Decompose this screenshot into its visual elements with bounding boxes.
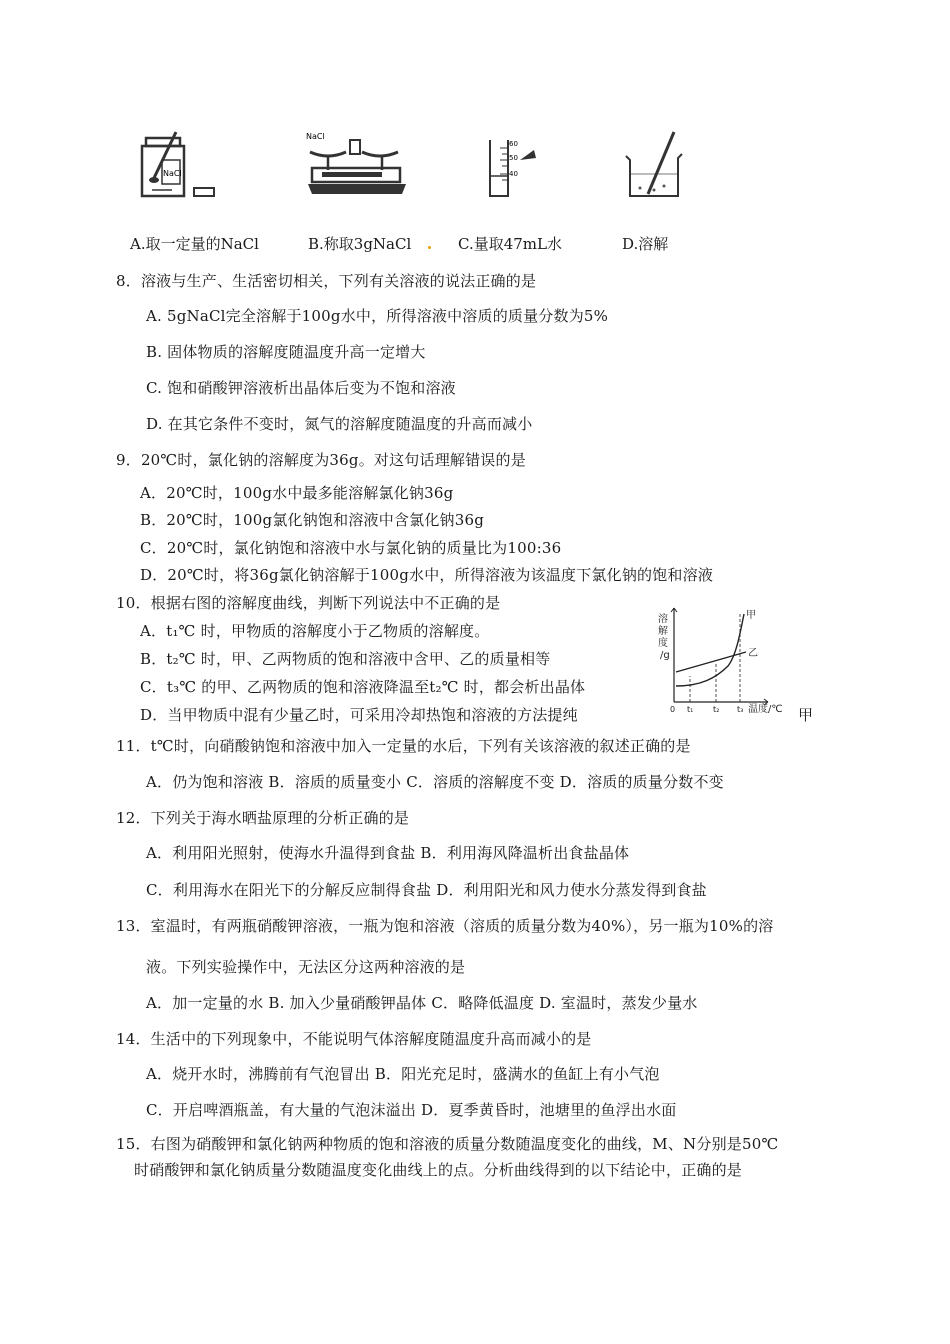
question-13-stem-2: 液。下列实验操作中，无法区分这两种溶液的是 [146,958,466,976]
question-14-options-2: C．开启啤酒瓶盖，有大量的气泡沫溢出 D．夏季黄昏时，池塘里的鱼浮出水面 [146,1101,677,1119]
question-11-stem: 11．t℃时，向硝酸钠饱和溶液中加入一定量的水后，下列有关该溶液的叙述正确的是 [116,737,691,755]
question-12-options-2: C．利用海水在阳光下的分解反应制得食盐 D．利用阳光和风力使水分蒸发得到食盐 [146,881,707,899]
question-9-option-b: B．20℃时，100g氯化钠饱和溶液中含氯化钠36g [140,511,485,529]
question-15-stem: 15．右图为硝酸钾和氯化钠两种物质的饱和溶液的质量分数随温度变化的曲线，M、N分别是50℃ [116,1135,779,1153]
graph-tick-t3: t₃ [737,705,744,714]
question-14-stem: 14．生活中的下列现象中，不能说明气体溶解度随温度升高而减小的是 [116,1030,592,1048]
graph-tick-t1: t₁ [687,705,694,714]
curve-label-yi: 乙 [748,648,758,659]
tick-40: 40 [509,170,518,178]
graph-ylabel-2: 解 [658,626,668,637]
question-9-option-a: A．20℃时，100g水中最多能溶解氯化钠36g [140,484,454,502]
question-9-stem: 9．20℃时，氯化钠的溶解度为36g。对这句话理解错误的是 [116,451,526,469]
caption-d: D.溶解 [622,235,669,253]
question-9-option-d: D．20℃时，将36g氯化钠溶解于100g水中，所得溶液为该温度下氯化钠的饱和溶液 [140,566,714,584]
question-12-options-1: A．利用阳光照射，使海水升温得到食盐 B．利用海风降温析出食盐晶体 [146,844,630,862]
question-11-options: A．仍为饱和溶液 B．溶质的质量变小 C．溶质的溶解度不变 D．溶质的质量分数不变 [146,773,724,791]
balance-figure [302,130,412,200]
curve-label-jia: 甲 [746,610,756,621]
question-13-stem: 13．室温时，有两瓶硝酸钾溶液，一瓶为饱和溶液（溶质的质量分数为40%），另一瓶为10%的溶 [116,917,774,935]
stray-dot [428,246,431,249]
graph-xlabel: 温度/℃ [748,704,783,715]
question-8-option-c: C. 饱和硝酸钾溶液析出晶体后变为不饱和溶液 [146,379,456,397]
question-14-options-1: A．烧开水时，沸腾前有气泡冒出 B．阳光充足时，盛满水的鱼缸上有小气泡 [146,1065,660,1083]
reagent-bottle-figure [132,128,222,204]
cylinder-figure [484,136,544,200]
solubility-graph [656,604,796,720]
question-10-option-b: B．t₂℃ 时，甲、乙两物质的饱和溶液中含甲、乙的质量相等 [140,650,551,668]
question-10-option-d: D．当甲物质中混有少量乙时，可采用冷却热饱和溶液的方法提纯 [140,706,578,724]
question-9-option-c: C．20℃时，氯化钠饱和溶液中水与氯化钠的质量比为100:36 [140,539,562,557]
bottle-label: NaCl [163,169,182,178]
graduated-cylinder-icon [484,136,544,200]
question-8-option-b: B. 固体物质的溶解度随温度升高一定增大 [146,343,426,361]
tick-50: 50 [509,154,518,162]
graph-ylabel-4: /g [660,650,670,661]
graph-ylabel-1: 溶 [658,614,668,625]
graph-tick-t2: t₂ [713,705,720,714]
question-10-option-a: A．t₁℃ 时，甲物质的溶解度小于乙物质的溶解度。 [140,622,490,640]
question-12-stem: 12．下列关于海水晒盐原理的分析正确的是 [116,809,410,827]
question-8-option-a: A. 5gNaCl完全溶解于100g水中，所得溶液中溶质的质量分数为5% [146,307,609,325]
beaker-figure [620,128,690,202]
question-8-stem: 8．溶液与生产、生活密切相关，下列有关溶液的说法正确的是 [116,272,537,290]
question-8-option-d: D. 在其它条件不变时，氮气的溶解度随温度的升高而减小 [146,415,533,433]
question-10-option-c: C．t₃℃ 的甲、乙两物质的饱和溶液降温至t₂℃ 时，都会析出晶体 [140,678,586,696]
reagent-bottle-icon [132,128,222,204]
balance-scale-icon [302,130,412,200]
question-15-stem-2: 时硝酸钾和氯化钠质量分数随温度变化曲线上的点。分析曲线得到的以下结论中，正确的是 [134,1161,743,1179]
question-10-stem: 10．根据右图的溶解度曲线，判断下列说法中不正确的是 [116,594,501,612]
caption-b: B.称取3gNaCl [308,235,412,253]
question-10-trailing: 甲 [798,706,814,724]
beaker-stirring-icon [620,128,690,202]
graph-origin: 0 [670,705,676,714]
question-13-options: A．加一定量的水 B. 加入少量硝酸钾晶体 C．略降低温度 D. 室温时，蒸发少量水 [146,994,698,1012]
balance-label: NaCl [306,132,325,141]
caption-c: C.量取47mL水 [458,235,562,253]
graph-ylabel-3: 度 [658,638,668,649]
caption-a: A.取一定量的NaCl [130,235,259,253]
tick-60: 60 [509,140,518,148]
